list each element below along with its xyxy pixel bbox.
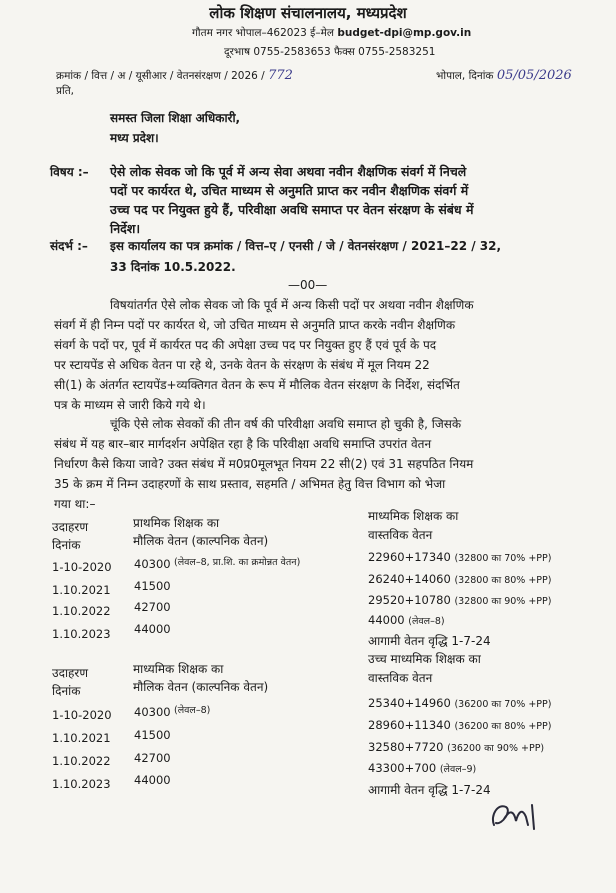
example1-actual-value: 29520+10780 bbox=[368, 593, 451, 607]
example2-actual bbox=[368, 740, 544, 754]
example1-left-head-2: मौलिक वेतन (काल्पनिक वेतन) bbox=[133, 534, 269, 548]
example1-notional: 44000 bbox=[134, 622, 171, 636]
example1-next-increment: आगामी वेतन वृद्धि 1-7-24 bbox=[368, 634, 491, 648]
example2-right-head-2: वास्तविक वेतन bbox=[368, 671, 433, 685]
example1-right-head-2: वास्तविक वेतन bbox=[368, 528, 433, 542]
date-handwritten: 05/05/2026 bbox=[496, 68, 572, 83]
example1-date: 1.10.2022 bbox=[52, 604, 111, 618]
example1-actual-value: 44000 bbox=[368, 613, 405, 627]
subject-line: निर्देश। bbox=[110, 221, 141, 236]
letter-number-handwritten: 772 bbox=[268, 68, 293, 83]
para1-line: पत्र के माध्यम से जारी किये गये थे। bbox=[54, 398, 206, 412]
example2-actual-note: (36200 का 80% +PP) bbox=[454, 721, 552, 732]
para1-line: सी(1) के अंतर्गत स्टायपेंड+व्यक्तिगत वेतन के रूप में मौलिक वेतन संरक्षण के निर्देश, संदर्भित bbox=[54, 378, 460, 392]
example2-left-head-2: मौलिक वेतन (काल्पनिक वेतन) bbox=[133, 680, 269, 694]
example1-actual bbox=[368, 550, 551, 564]
example2-actual-value: 25340+14960 bbox=[368, 696, 451, 710]
example2-label: उदाहरण bbox=[52, 666, 89, 680]
example1-note: (लेवल–8, प्रा.शि. का क्रमोन्नत वेतन) bbox=[174, 557, 301, 568]
subject-label: विषय :– bbox=[50, 165, 89, 179]
example2-notional: 42700 bbox=[134, 751, 171, 765]
office-address bbox=[192, 26, 471, 40]
example2-notional: 41500 bbox=[134, 728, 171, 742]
example2-date: 1-10-2020 bbox=[52, 708, 112, 722]
separator: —00— bbox=[288, 278, 328, 292]
example1-left-head-1: प्राथमिक शिक्षक का bbox=[133, 516, 220, 530]
place-date-label: भोपाल, दिनांक bbox=[436, 70, 494, 82]
letter-number-text: क्रमांक / वित्त / अ / यूसीआर / वेतनसंरक्षण / 2026 / bbox=[56, 70, 265, 82]
subject-line: उच्च पद पर नियुक्त हुये हैं, परिवीक्षा अवधि समाप्त पर वेतन संरक्षण के संबंध में bbox=[110, 202, 474, 217]
example1-notional: 40300 bbox=[134, 557, 171, 571]
para1-line: पर स्टायपेंड से अधिक वेतन पा रहे थे, उनके वेतन के संरक्षण के संबंध में मूल नियम 22 bbox=[54, 358, 430, 372]
example1-actual-value: 22960+17340 bbox=[368, 550, 451, 564]
subject-line: ऐसे लोक सेवक जो कि पूर्व में अन्य सेवा अथवा नवीन शैक्षणिक संवर्ग में निचले bbox=[110, 164, 467, 179]
subject-line: पदों पर कार्यरत थे, उचित माध्यम से अनुमति प्राप्त कर नवीन शैक्षणिक संवर्ग में bbox=[110, 183, 469, 198]
example2-actual-value: 28960+11340 bbox=[368, 718, 451, 732]
email-link[interactable]: budget-dpi@mp.gov.in bbox=[337, 27, 472, 39]
example2-actual bbox=[368, 761, 476, 775]
example2-date: 1.10.2023 bbox=[52, 777, 111, 791]
letter-number bbox=[56, 68, 293, 83]
example2-date: 1.10.2021 bbox=[52, 731, 111, 745]
example2-actual-note: (36200 का 70% +PP) bbox=[454, 699, 552, 710]
prati-label: प्रति, bbox=[56, 85, 75, 97]
example2-actual-note: (लेवल–9) bbox=[439, 764, 477, 775]
para2-line: 35 के क्रम में निम्न उदाहरणों के साथ प्रस्ताव, सहमति / अभिमत हेतु वित्त विभाग को भेजा bbox=[54, 477, 446, 491]
example1-right-head-1: माध्यमिक शिक्षक का bbox=[368, 509, 459, 523]
example1-actual-note: (32800 का 90% +PP) bbox=[454, 596, 552, 607]
para2-line: निर्धारण कैसे किया जावे? उक्त संबंध में म0प्र0मूलभूत नियम 22 सी(2) एवं 31 सहपठित नियम bbox=[54, 457, 474, 471]
example2-note: (लेवल–8) bbox=[174, 705, 211, 716]
para2-line: गया था:– bbox=[54, 497, 96, 511]
reference-line-2: 33 दिनांक 10.5.2022. bbox=[110, 260, 236, 274]
example2-date: 1.10.2022 bbox=[52, 754, 111, 768]
example1-actual-note: (32800 का 80% +PP) bbox=[454, 575, 552, 586]
recipient-line-2: मध्य प्रदेश। bbox=[110, 131, 159, 145]
example2-actual-value: 43300+700 bbox=[368, 761, 437, 775]
example1-actual-note: (लेवल–8) bbox=[408, 616, 445, 627]
example1-actual-note: (32800 का 70% +PP) bbox=[454, 553, 552, 564]
para1-line: विषयांतर्गत ऐसे लोक सेवक जो कि पूर्व में अन्य किसी पदों पर अथवा नवीन शैक्षणिक bbox=[110, 298, 474, 312]
reference-label: संदर्भ :– bbox=[50, 239, 88, 253]
example2-actual-note: (36200 का 90% +PP) bbox=[447, 743, 545, 754]
example2-actual-value: 32580+7720 bbox=[368, 740, 444, 754]
example2-notional: 44000 bbox=[134, 773, 171, 787]
para1-line: संवर्ग के पदों पर, पूर्व में कार्यरत पद की अपेक्षा उच्च पद पर नियुक्त हुए हैं एवं पूर्व के पद bbox=[54, 338, 437, 352]
example1-date: 1-10-2020 bbox=[52, 560, 112, 574]
example1-notional: 41500 bbox=[134, 579, 171, 593]
example2-actual bbox=[368, 696, 551, 710]
example1-actual-value: 26240+14060 bbox=[368, 572, 451, 586]
example2-right-head-1: उच्च माध्यमिक शिक्षक का bbox=[368, 652, 481, 666]
example1-actual bbox=[368, 593, 551, 607]
example1-date: 1.10.2021 bbox=[52, 583, 111, 597]
example1-notional: 42700 bbox=[134, 600, 171, 614]
example1-date: 1.10.2023 bbox=[52, 627, 111, 641]
signature-mark bbox=[488, 795, 548, 835]
example1-actual bbox=[368, 572, 551, 586]
example2-notional: 40300 bbox=[134, 705, 171, 719]
example2-next-increment: आगामी वेतन वृद्धि 1-7-24 bbox=[368, 783, 491, 797]
address-text: गौतम नगर भोपाल–462023 ई–मेल bbox=[192, 27, 334, 39]
phone-fax-line: दूरभाष 0755-2583653 फैक्स 0755-2583251 bbox=[224, 46, 436, 58]
place-date bbox=[436, 68, 572, 83]
recipient-line-1: समस्त जिला शिक्षा अधिकारी, bbox=[110, 111, 241, 125]
para1-line: संवर्ग में ही निम्न पदों पर कार्यरत थे, जो उचित माध्यम से अनुमति प्राप्त करके नवीन शैक्षणिक bbox=[54, 318, 456, 332]
reference-line-1: इस कार्यालय का पत्र क्रमांक / वित्त–ए / एनसी / जे / वेतनसंरक्षण / 2021–22 / 32, bbox=[110, 239, 502, 253]
office-title: लोक शिक्षण संचालनालय, मध्यप्रदेश bbox=[209, 4, 407, 22]
example1-actual bbox=[368, 613, 445, 627]
example2-actual bbox=[368, 718, 551, 732]
example1-date-label: दिनांक bbox=[52, 538, 81, 552]
example2-left-head-1: माध्यमिक शिक्षक का bbox=[133, 662, 224, 676]
para2-line: चूंकि ऐसे लोक सेवकों की तीन वर्ष की परिवीक्षा अवधि समाप्त हो चुकी है, जिसके bbox=[110, 417, 462, 431]
para2-line: संबंध में यह बार–बार मार्गदर्शन अपेक्षित रहा है कि परिवीक्षा अवधि समाप्ति उपरांत वेतन bbox=[54, 437, 432, 451]
example2-date-label: दिनांक bbox=[52, 684, 81, 698]
example1-label: उदाहरण bbox=[52, 520, 89, 534]
